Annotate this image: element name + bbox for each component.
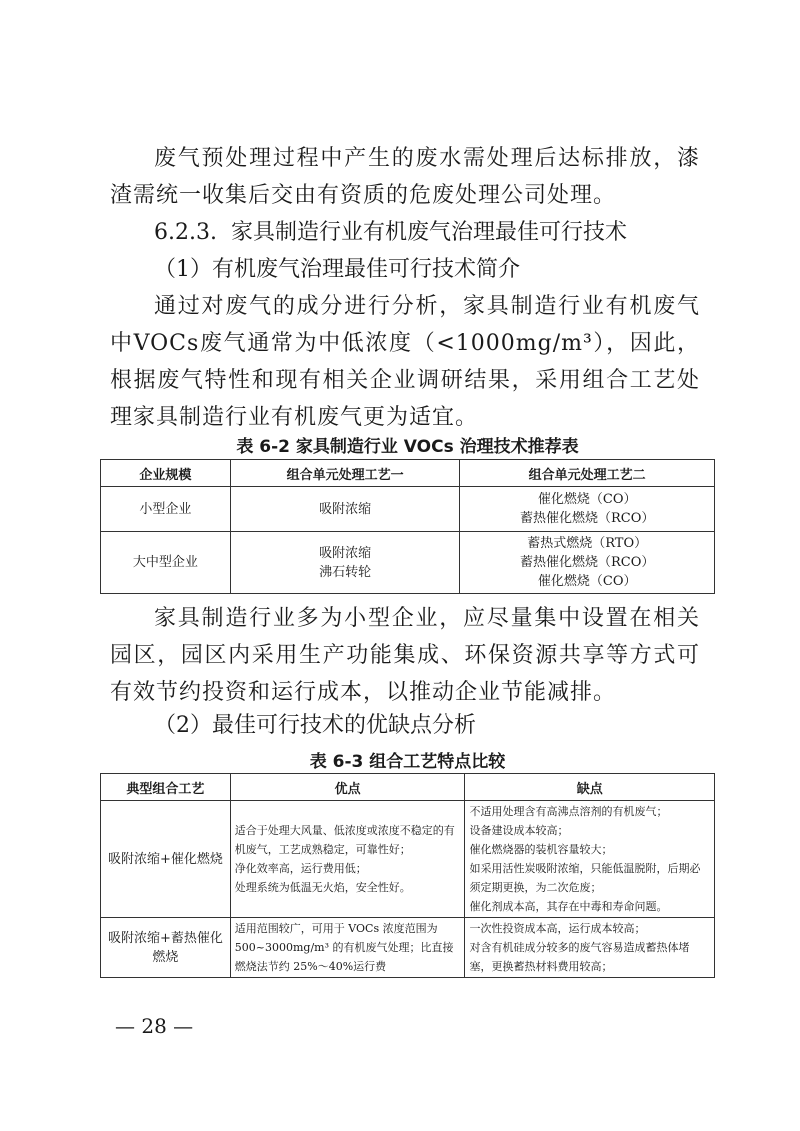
table-row	[101, 487, 715, 532]
table-header-cell: 缺点	[465, 774, 715, 801]
cons-cell: 不适用处理含有高沸点溶剂的有机废气； 设备建设成本较高； 催化燃烧器的装机容量较大； 如采用活性炭吸附浓缩，只能低温脱附，后期必须定期更换，为二次危废； 催化剂成本高，其存在中毒和寿命问题。	[465, 801, 715, 918]
table-6-3	[100, 773, 715, 978]
subheading-analysis: （2）最佳可行技术的优缺点分析	[154, 713, 476, 738]
process-name-cell: 吸附浓缩+蓄热催化燃烧	[101, 918, 231, 978]
section-heading	[154, 214, 627, 251]
paragraph-small-enterprises: 家具制造行业多为小型企业，应尽量集中设置在相关园区，园区内采用生产功能集成、环保资源共享等方式可有效节约投资和运行成本，以推动企业节能减排。	[110, 606, 700, 705]
table-6-3-caption: 表 6-3 组合工艺特点比较	[309, 752, 506, 772]
paragraph-wastewater: 废气预处理过程中产生的废水需处理后达标排放，漆渣需统一收集后交由有资质的危废处理公司处理。	[110, 146, 700, 208]
section-title: 家具制造行业有机废气治理最佳可行技术	[230, 220, 627, 245]
scale-cell: 小型企业	[101, 487, 231, 532]
process-one-cell: 吸附浓缩	[230, 487, 460, 532]
table-header-row	[101, 460, 715, 487]
table-header-cell: 组合单元处理工艺一	[230, 460, 460, 487]
table-row	[101, 532, 715, 594]
table-header-row	[101, 774, 715, 801]
table-row	[101, 801, 715, 918]
cons-cell: 一次性投资成本高，运行成本较高； 对含有机硅成分较多的废气容易造成蓄热体堵塞，更换蓄热材料费用较高；	[465, 918, 715, 978]
table-header-cell: 组合单元处理工艺二	[460, 460, 715, 487]
table-row	[101, 918, 715, 978]
process-two-cell: 催化燃烧（CO） 蓄热催化燃烧（RCO）	[460, 487, 715, 532]
subheading-intro: （1）有机废气治理最佳可行技术简介	[154, 257, 520, 282]
table-header-cell: 优点	[230, 774, 465, 801]
process-one-cell: 吸附浓缩 沸石转轮	[230, 532, 460, 594]
pros-cell: 适用范围较广，可用于 VOCs 浓度范围为 500~3000mg/m³ 的有机废气处理；比直接燃烧法节约 25%～40%运行费	[230, 918, 465, 978]
table-6-2-caption: 表 6-2 家具制造行业 VOCs 治理技术推荐表	[236, 437, 579, 457]
process-two-cell: 蓄热式燃烧（RTO） 蓄热催化燃烧（RCO） 催化燃烧（CO）	[460, 532, 715, 594]
scale-cell: 大中型企业	[101, 532, 231, 594]
table-6-2	[100, 459, 715, 594]
paragraph-vocs: 通过对废气的成分进行分析，家具制造行业有机废气中VOCs废气通常为中低浓度（<1000mg/m³），因此，根据废气特性和现有相关企业调研结果，采用组合工艺处理家具制造行业有机废气更为适宜。	[110, 294, 700, 430]
process-name-cell: 吸附浓缩+催化燃烧	[101, 801, 231, 918]
pros-cell: 适合于处理大风量、低浓度或浓度不稳定的有机废气，工艺成熟稳定，可靠性好； 净化效率高，运行费用低； 处理系统为低温无火焰，安全性好。	[230, 801, 465, 918]
table-header-cell: 典型组合工艺	[101, 774, 231, 801]
section-number: 6.2.3.	[154, 220, 217, 245]
table-header-cell: 企业规模	[101, 460, 231, 487]
page-number: — 28 —	[115, 1014, 194, 1038]
